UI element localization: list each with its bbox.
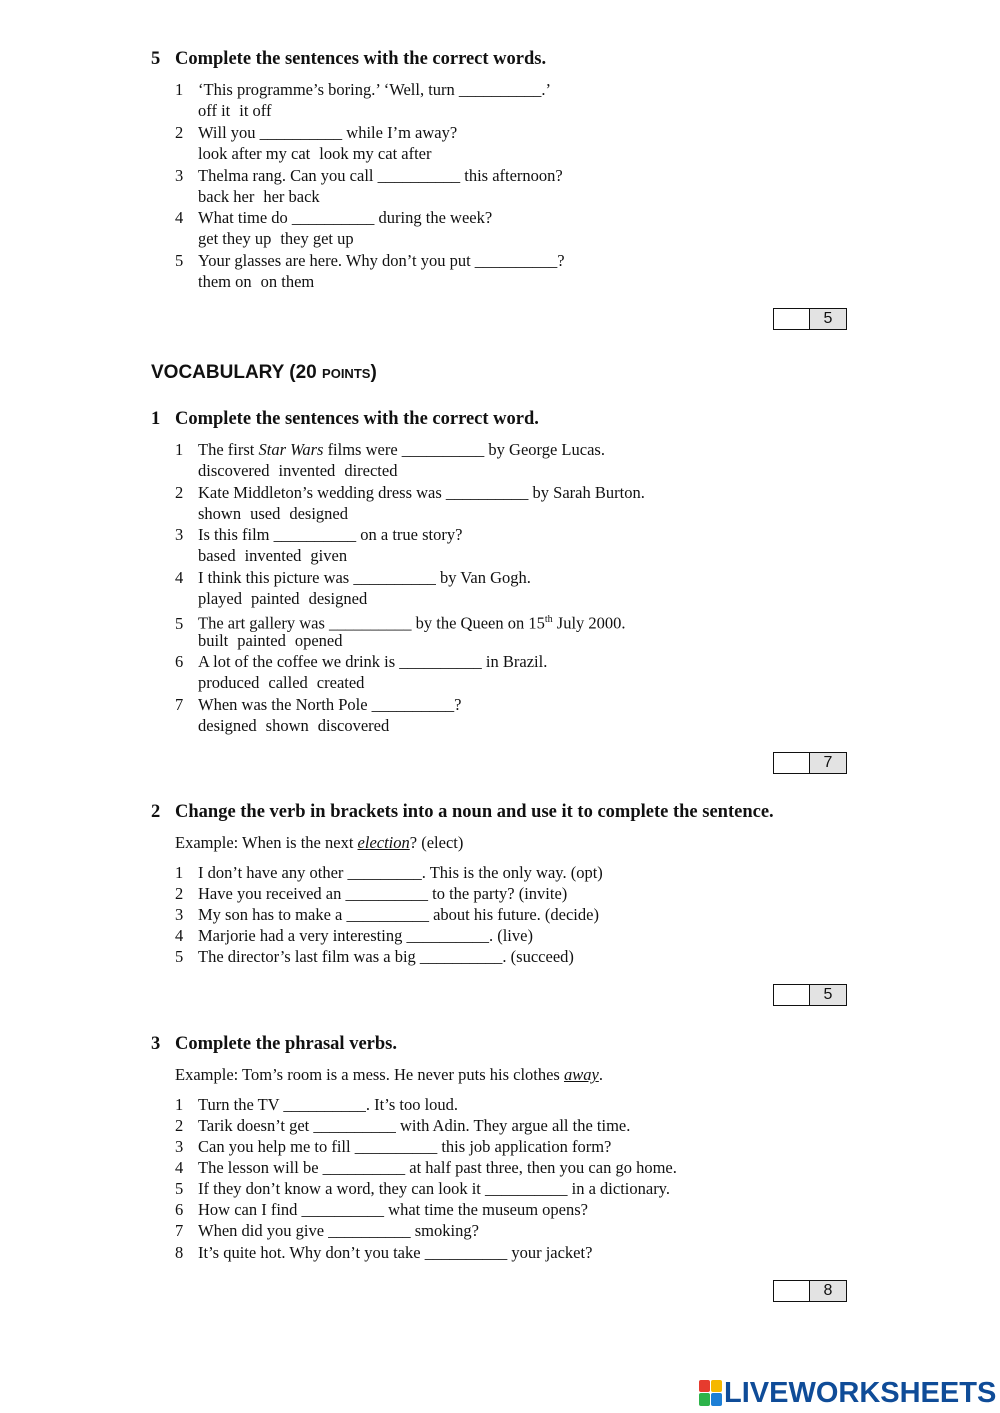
list-item: 3 My son has to make a __________ about his future. (decide)	[175, 905, 599, 924]
option[interactable]: called	[268, 673, 308, 692]
answer-options	[198, 715, 398, 736]
answer-options	[198, 672, 373, 693]
answer-options	[198, 460, 406, 481]
answer-options	[198, 545, 356, 566]
answer-options	[198, 186, 329, 207]
score-total: 5	[810, 985, 846, 1005]
option[interactable]: her back	[263, 187, 320, 206]
option[interactable]: designed	[198, 716, 257, 735]
score-box	[773, 984, 847, 1006]
heading-text: Complete the sentences with the correct word.	[175, 409, 539, 429]
list-item: 3 Can you help me to fill __________ this job application form?	[175, 1137, 612, 1156]
heading-text: Complete the sentences with the correct words.	[175, 49, 547, 69]
list-item: 1 ‘This programme’s boring.’ ‘Well, turn __________.’	[175, 80, 552, 99]
list-item: 6 How can I find __________ what time the museum opens?	[175, 1200, 588, 1219]
option[interactable]: painted	[237, 631, 286, 650]
logo-text: LIVEWORKSHEETS	[724, 1377, 997, 1409]
heading-number: 1	[151, 409, 161, 429]
answer-options	[198, 228, 363, 249]
score-input[interactable]	[774, 309, 810, 329]
option[interactable]: given	[310, 546, 348, 565]
heading-number: 2	[151, 802, 161, 822]
score-box	[773, 308, 847, 330]
list-item: 1 I don’t have any other _________. This is the only way. (opt)	[175, 863, 603, 882]
score-total: 5	[810, 309, 846, 329]
vocab2-heading	[151, 802, 774, 823]
vocab3-heading	[151, 1034, 397, 1055]
option[interactable]: it off	[239, 101, 272, 120]
heading-number: 3	[151, 1034, 161, 1054]
answer-options	[198, 588, 376, 609]
option[interactable]: discovered	[317, 716, 390, 735]
option[interactable]: back her	[198, 187, 255, 206]
list-item: 5 If they don’t know a word, they can look it __________ in a dictionary.	[175, 1179, 670, 1198]
list-item: 7 When did you give __________ smoking?	[175, 1221, 479, 1240]
option[interactable]: them on	[198, 272, 252, 291]
score-total: 8	[810, 1281, 846, 1301]
option[interactable]: produced	[198, 673, 260, 692]
list-item: 5 The art gallery was __________ by the Queen on 15th July 2000.	[175, 613, 626, 633]
logo-blocks-icon	[698, 1379, 724, 1407]
option[interactable]: shown	[265, 716, 309, 735]
heading-number: 5	[151, 49, 161, 69]
option[interactable]: designed	[289, 504, 348, 523]
option[interactable]: directed	[344, 461, 398, 480]
list-item: 1 Turn the TV __________. It’s too loud.	[175, 1095, 459, 1114]
list-item: 4 Marjorie had a very interesting __________. (live)	[175, 926, 533, 945]
option[interactable]: shown	[198, 504, 242, 523]
option[interactable]: they get up	[280, 229, 354, 248]
section-title: VOCABULARY (20 POINTS)	[151, 362, 377, 383]
answer-options	[198, 143, 441, 164]
option[interactable]: painted	[250, 589, 300, 608]
option[interactable]: played	[198, 589, 242, 608]
option[interactable]: discovered	[198, 461, 270, 480]
option[interactable]: get they up	[198, 229, 272, 248]
option[interactable]: created	[316, 673, 365, 692]
option[interactable]: invented	[278, 461, 336, 480]
option[interactable]: invented	[244, 546, 302, 565]
option[interactable]: opened	[294, 631, 343, 650]
list-item: 6 A lot of the coffee we drink is __________ in Brazil.	[175, 652, 548, 671]
option[interactable]: built	[198, 631, 229, 650]
list-item: 1 The first Star Wars films were __________ by George Lucas.	[175, 440, 605, 459]
score-input[interactable]	[774, 1281, 810, 1301]
list-item: 5 The director’s last film was a big __________. (succeed)	[175, 947, 574, 966]
option[interactable]: used	[250, 504, 281, 523]
heading-text: Change the verb in brackets into a noun and use it to complete the sentence.	[175, 802, 774, 822]
answer-options	[198, 630, 352, 651]
list-item: 2 Tarik doesn’t get __________ with Adin. They argue all the time.	[175, 1116, 631, 1135]
score-box	[773, 752, 847, 774]
liveworksheets-logo[interactable]	[698, 1378, 996, 1408]
list-item: 2 Kate Middleton’s wedding dress was __________ by Sarah Burton.	[175, 483, 645, 502]
list-item: 4 What time do __________ during the week?	[175, 208, 493, 227]
score-input[interactable]	[774, 753, 810, 773]
score-total: 7	[810, 753, 846, 773]
grammar5-heading	[151, 49, 546, 70]
list-item: 2 Will you __________ while I’m away?	[175, 123, 458, 142]
heading-text: Complete the phrasal verbs.	[175, 1034, 397, 1054]
answer-options	[198, 271, 323, 292]
list-item: 8 It’s quite hot. Why don’t you take __________ your jacket?	[175, 1243, 593, 1262]
option[interactable]: look my cat after	[319, 144, 432, 163]
answer-options	[198, 100, 281, 121]
option[interactable]: look after my cat	[198, 144, 311, 163]
score-input[interactable]	[774, 985, 810, 1005]
example-sentence: Example: Tom’s room is a mess. He never puts his clothes away.	[175, 1065, 603, 1084]
option[interactable]: on them	[260, 272, 315, 291]
score-box	[773, 1280, 847, 1302]
list-item: 7 When was the North Pole __________?	[175, 695, 462, 714]
list-item: 4 I think this picture was __________ by Van Gogh.	[175, 568, 531, 587]
list-item: 5 Your glasses are here. Why don’t you put __________?	[175, 251, 565, 270]
example-sentence: Example: When is the next election? (elect)	[175, 833, 464, 852]
list-item: 4 The lesson will be __________ at half past three, then you can go home.	[175, 1158, 677, 1177]
option[interactable]: designed	[308, 589, 368, 608]
list-item: 3 Thelma rang. Can you call __________ this afternoon?	[175, 166, 563, 185]
list-item: 3 Is this film __________ on a true story?	[175, 525, 463, 544]
option[interactable]: based	[198, 546, 236, 565]
vocab1-heading	[151, 409, 539, 430]
answer-options	[198, 503, 357, 524]
option[interactable]: off it	[198, 101, 231, 120]
list-item: 2 Have you received an __________ to the party? (invite)	[175, 884, 568, 903]
